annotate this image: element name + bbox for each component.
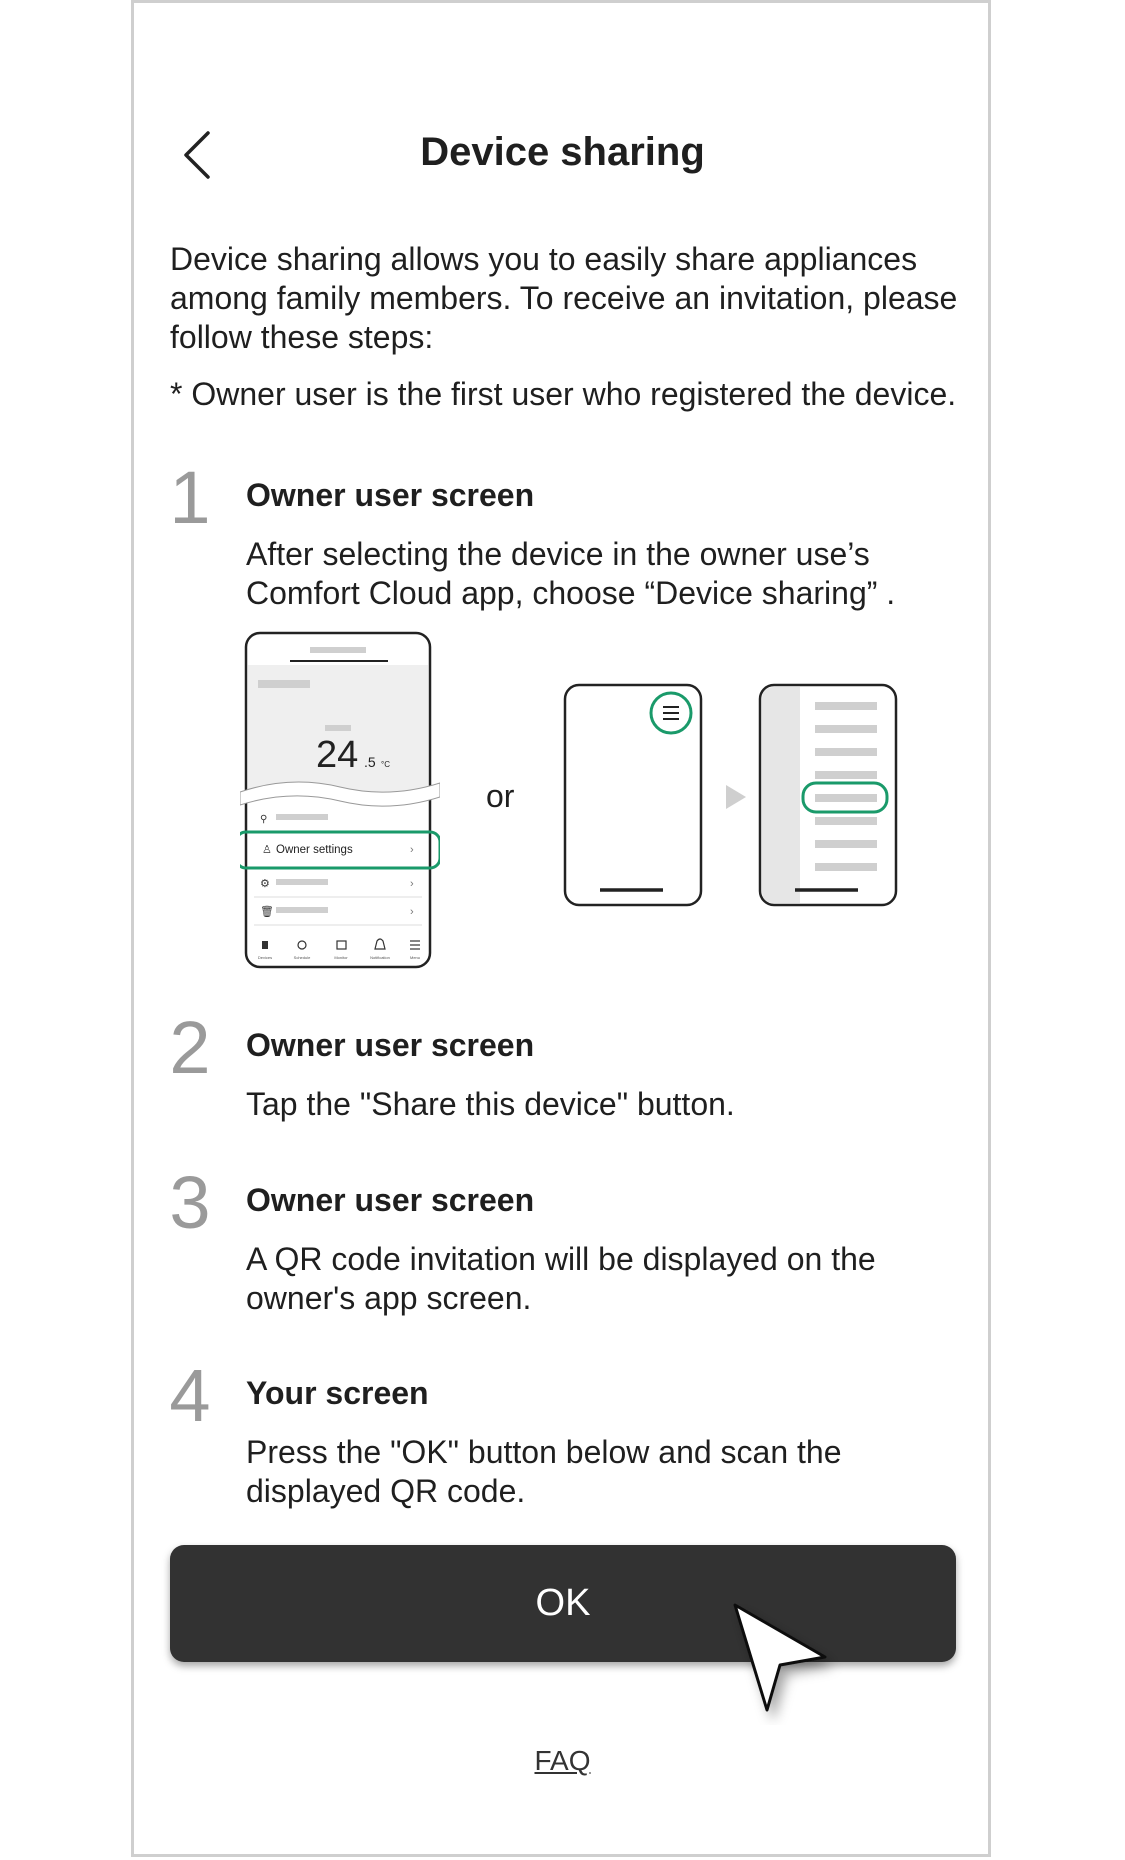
or-label: or <box>486 778 515 814</box>
page-title: Device sharing <box>420 130 705 174</box>
step-2-desc: Tap the "Share this device" button. <box>246 1086 735 1122</box>
temperature-unit: °C <box>381 760 390 769</box>
svg-text:›: › <box>410 844 414 856</box>
step-2-title: Owner user screen <box>246 1027 535 1063</box>
tab-menu: Menu <box>409 955 421 960</box>
svg-text:›: › <box>410 906 414 918</box>
faq-link[interactable]: FAQ <box>534 1745 591 1776</box>
tab-schedule: Schedule <box>293 955 311 960</box>
step-3-number: 3 <box>169 1161 211 1244</box>
step-2-number: 2 <box>169 1006 211 1089</box>
tab-devices: Devices <box>257 955 273 960</box>
step-4-desc: Press the "OK" button below and scan the displayed QR code. <box>246 1434 842 1509</box>
step-1-desc: After selecting the device in the owner use’s Comfort Cloud app, choose “Device sharing” . <box>246 536 896 611</box>
temperature-decimal: .5 <box>364 754 376 770</box>
step-1-number: 1 <box>169 456 211 539</box>
tab-monitor: Monitor <box>334 955 348 960</box>
temperature-main: 24 <box>316 734 359 776</box>
step-3-desc: A QR code invitation will be displayed on the owner's app screen. <box>246 1241 876 1316</box>
svg-text:›: › <box>410 878 414 890</box>
step-1-title: Owner user screen <box>246 477 535 513</box>
menu-phone-illustration <box>560 680 900 910</box>
svg-text:♙: ♙ <box>262 844 272 856</box>
owner-note: * Owner user is the first user who registered the device. <box>170 376 957 412</box>
ok-button[interactable]: OK <box>170 1545 956 1662</box>
tab-notification: Notification <box>370 955 390 960</box>
owner-phone-illustration <box>240 625 440 970</box>
step-3-title: Owner user screen <box>246 1182 535 1218</box>
svg-text:🗑: 🗑 <box>260 906 274 918</box>
step-4-title: Your screen <box>246 1375 429 1411</box>
step-4-number: 4 <box>169 1354 211 1437</box>
owner-settings-label: Owner settings <box>276 844 353 856</box>
svg-text:⚙: ⚙ <box>260 878 270 890</box>
intro-text: Device sharing allows you to easily share appliances among family members. To receive an invitation, please follow these steps: <box>170 241 958 355</box>
pointer-cursor-icon <box>725 1595 845 1725</box>
svg-text:⚲: ⚲ <box>260 814 268 825</box>
